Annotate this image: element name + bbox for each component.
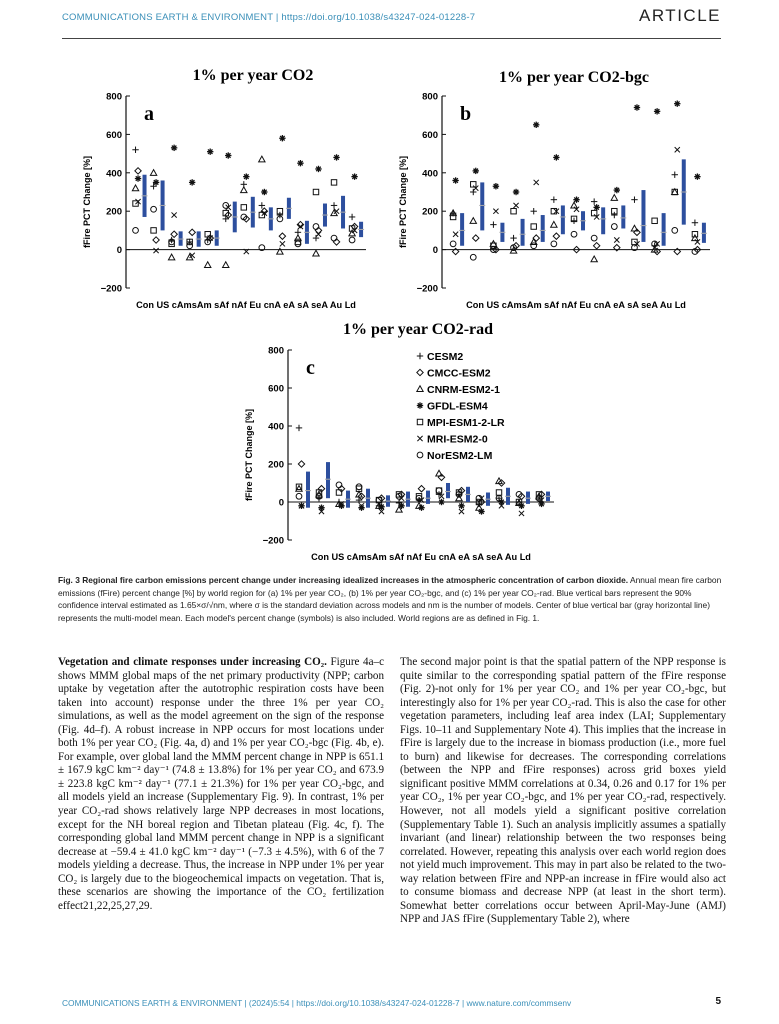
legend-marker	[417, 402, 423, 408]
y-tick-label: 800	[106, 91, 122, 103]
data-point	[153, 237, 159, 243]
data-point	[470, 254, 476, 260]
legend-marker	[417, 353, 423, 359]
data-point	[132, 185, 138, 191]
y-tick-label: −200	[416, 283, 438, 295]
data-point	[611, 195, 617, 201]
data-point	[241, 205, 246, 210]
data-point	[135, 175, 141, 181]
data-point	[279, 135, 285, 141]
data-point	[279, 233, 285, 239]
ci-bar	[326, 462, 330, 498]
data-point	[331, 202, 337, 208]
data-point	[153, 179, 159, 185]
data-point	[296, 425, 302, 431]
data-point	[150, 170, 156, 176]
region-tick-labels: Con US cAmsAm sAf nAf Eu cnA eA sA seA Au Ld	[466, 300, 686, 310]
data-point	[591, 198, 597, 204]
ci-bar	[446, 483, 450, 498]
data-point	[418, 505, 424, 511]
figure-caption	[58, 574, 723, 624]
data-point	[493, 209, 498, 214]
data-point	[349, 214, 355, 220]
data-point	[436, 470, 442, 476]
ci-bar	[426, 491, 430, 504]
data-point	[398, 503, 404, 509]
data-point	[171, 231, 177, 237]
section-heading: Vegetation and climate responses under increasing CO₂.	[58, 656, 327, 668]
data-point	[313, 235, 319, 241]
data-point	[513, 189, 519, 195]
article-type: ARTICLE	[639, 6, 721, 25]
data-point	[672, 172, 678, 178]
y-tick-label: 600	[422, 129, 438, 141]
y-tick-label: 0	[432, 245, 438, 257]
data-point	[470, 218, 476, 224]
data-point	[261, 189, 267, 195]
data-point	[280, 241, 285, 246]
data-point	[511, 208, 516, 213]
header-rule	[62, 38, 721, 39]
region-tick-labels: Con US cAmsAm sAf nAf Eu cnA eA sA seA Au Ld	[136, 300, 356, 310]
data-point	[493, 183, 499, 189]
legend-label: MRI-ESM2-0	[427, 433, 488, 446]
data-point	[336, 490, 341, 495]
data-point	[473, 168, 479, 174]
data-point	[533, 235, 539, 241]
data-point	[634, 104, 640, 110]
data-point	[259, 156, 265, 162]
legend-marker	[417, 419, 422, 424]
data-point	[418, 486, 424, 492]
y-tick-label: 0	[116, 245, 122, 257]
data-point	[452, 177, 458, 183]
data-point	[225, 152, 231, 158]
data-point	[675, 147, 680, 152]
data-point	[349, 237, 355, 243]
chart-title: 1% per year CO2-rad	[342, 321, 494, 338]
data-point	[189, 179, 195, 185]
data-point	[490, 221, 496, 227]
data-point	[316, 232, 321, 237]
data-point	[356, 484, 362, 490]
data-point	[496, 490, 501, 495]
ci-bar	[460, 213, 464, 246]
data-point	[205, 262, 211, 268]
page-header	[62, 6, 721, 36]
y-tick-label: 0	[278, 497, 284, 509]
ci-bar	[662, 213, 666, 246]
data-point	[171, 145, 177, 151]
data-point	[631, 225, 637, 231]
caption-label: Fig. 3 Regional fire carbon emissions percent change under increasing idealized increases in the atmospheric concentration of carbon dioxide.	[58, 575, 629, 585]
legend-label: MPI-ESM1-2-LR	[427, 417, 505, 429]
data-point	[298, 461, 304, 467]
data-point	[654, 108, 660, 114]
data-point	[132, 147, 138, 153]
data-point	[513, 203, 518, 208]
legend-marker	[417, 452, 423, 458]
data-point	[510, 235, 516, 241]
data-point	[438, 499, 444, 505]
data-point	[531, 208, 537, 214]
ci-bar	[480, 182, 484, 230]
data-point	[551, 196, 557, 202]
data-point	[297, 160, 303, 166]
data-point	[531, 224, 536, 229]
data-point	[189, 229, 195, 235]
legend-label: CNRM-ESM2-1	[427, 384, 500, 396]
data-point	[295, 241, 301, 247]
y-tick-label: 800	[422, 91, 438, 103]
data-point	[296, 493, 302, 499]
panel-letter: c	[306, 357, 315, 379]
data-point	[223, 262, 229, 268]
data-point	[551, 221, 557, 227]
data-point	[593, 204, 599, 210]
y-tick-label: 200	[106, 206, 122, 218]
body-column-left	[58, 656, 384, 913]
region-tick-labels: Con US cAmsAm sAf nAf Eu cnA eA sA seA Au Ld	[311, 552, 531, 562]
data-point	[133, 228, 139, 234]
journal-header: COMMUNICATIONS EARTH & ENVIRONMENT | https://doi.org/10.1038/s43247-024-01228-7	[62, 12, 476, 23]
legend-label: GFDL-ESM4	[427, 400, 488, 413]
data-point	[631, 196, 637, 202]
chart-panel-a	[58, 62, 378, 324]
data-point	[459, 509, 464, 514]
data-point	[453, 232, 458, 237]
data-point	[333, 154, 339, 160]
y-tick-label: 400	[268, 421, 284, 433]
data-point	[470, 189, 476, 195]
page-number: 5	[715, 996, 721, 1007]
data-point	[694, 173, 700, 179]
data-point	[533, 122, 539, 128]
data-point	[151, 206, 157, 212]
data-point	[591, 256, 597, 262]
data-point	[553, 233, 559, 239]
data-point	[551, 241, 557, 247]
data-point	[652, 218, 657, 223]
legend-label: CMCC-ESM2	[427, 367, 491, 380]
data-point	[674, 100, 680, 106]
y-tick-label: 400	[106, 168, 122, 180]
data-point	[614, 237, 619, 242]
panel-letter: a	[144, 103, 154, 125]
legend-label: NorESM2-LM	[427, 450, 493, 462]
data-point	[473, 235, 479, 241]
legend-marker	[417, 436, 422, 441]
data-point	[351, 173, 357, 179]
data-point	[614, 187, 620, 193]
data-point	[313, 189, 318, 194]
data-point	[315, 166, 321, 172]
legend-label: CESM2	[427, 351, 464, 363]
chart-panel-b	[376, 62, 721, 324]
data-point	[531, 243, 537, 249]
data-point	[593, 243, 599, 249]
panel-letter: b	[460, 103, 472, 125]
data-point	[534, 180, 539, 185]
data-point	[313, 250, 319, 256]
y-tick-label: −200	[262, 535, 284, 547]
chart-panel-c	[228, 316, 558, 570]
data-point	[223, 216, 229, 222]
y-tick-label: −200	[100, 283, 122, 295]
ci-bar	[601, 207, 605, 234]
data-point	[135, 168, 141, 174]
body-text-left: Figure 4a–c shows MMM global maps of the net primary productivity (NPP; carbon uptake by vegetation after the autotrophic respiration costs have been taken into account) response under the three 1% per year CO₂ simulations, as well as the model agreement on the sign of the response (Fig. 4d–f). A robust increase in NPP occurs for most locations under both 1% per year CO₂ (Fig. 4a, d) and 1% per year CO₂-bgc (Fig. 4b, e). For example, over global land the MMM percent change in NPP is 651.1 ± 167.9 kgC km⁻² day⁻¹ (74.8 ± 13.8%) for 1% per year CO₂ and 673.9 ± 223.8 kgC km⁻² day⁻¹ (77.1 ± 21.3%) for 1% per year CO₂-bgc, and all models yield an increase (Supplementary Fig. 9). In contrast, 1% per year CO₂-rad shows relatively large NPP decreases in most locations, except for the NH boreal region and Tibetan plateau (Fig. 4c, f). The corresponding global land MMM percent change in NPP is a significant decrease at −59.4 ± 41.0 kgC km⁻² day⁻¹ (−7.3 ± 4.5%), with 6 of the 7 models yielding a decrease. Thus, the increase in NPP under 1% per year CO₂ is largely due to the biogeochemical impacts on vegetation. That is, these scenarios are showing the importance of the CO₂ fertilization effect21,22,25,27,29.	[58, 656, 385, 912]
y-tick-label: 800	[268, 345, 284, 357]
data-point	[478, 508, 484, 514]
ci-bar	[641, 190, 645, 242]
ci-bar	[541, 215, 545, 242]
y-axis-label: fFire PCT Change [%]	[82, 155, 92, 249]
data-point	[519, 511, 524, 516]
data-point	[450, 241, 456, 247]
y-tick-label: 600	[106, 129, 122, 141]
body-text-right: The second major point is that the spatial pattern of the NPP response is quite similar to the corresponding spatial pattern of the fFire response (Fig. 2)-not only for 1% per year CO₂ and 1% per year CO₂-bgc, but interestingly also for 1% per year CO₂-rad. This is also the case for other vegetation parameters, including leaf area index (LAI; Supplementary Figs. 10–11 and Supplementary Note 4). This implies that the increase in fFire is largely due to the increase in biomass production (i.e., more fuel to burn) and likewise for decreases. The corresponding correlations (between the NPP and fFire responses) across grid boxes yield significant positive MMM correlations at 0.34, 0.26 and 0.17 for 1% per year CO₂, 1% per year CO₂-bgc, and 1% per year CO₂-rad, respectively. However, not all models yield a significant positive correlation (Supplementary Table 1). Such an analysis implicitly assumes a spatially invariant (and linear) relationship between the two responses being correlated. However, repeating this analysis over each world region does not yield much improvement. This may in part also be related to the two-way relation between fFire and NPP-an increase in fFire would also act to consume biomass and decrease NPP (at least in the short term). Somewhat better correlations occur between April-May-June (AMJ) NPP and JAS fFire (Supplementary Table 2), where	[400, 656, 726, 926]
data-point	[672, 228, 678, 234]
data-point	[207, 148, 213, 154]
ci-bar	[621, 205, 625, 228]
data-point	[313, 224, 319, 230]
data-point	[153, 248, 158, 253]
chart-title: 1% per year CO2	[192, 67, 314, 84]
data-point	[611, 224, 617, 230]
data-point	[571, 231, 577, 237]
legend-marker	[417, 386, 423, 392]
data-point	[553, 154, 559, 160]
y-axis-label: fFire PCT Change [%]	[398, 155, 408, 249]
data-point	[336, 482, 342, 488]
data-point	[591, 235, 597, 241]
data-point	[243, 173, 249, 179]
data-point	[172, 212, 177, 217]
y-tick-label: 600	[268, 383, 284, 395]
caption-body: Annual mean fire carbon emissions (fFire) percent change [%] by world region for (a) 1% per year CO₂, (b) 1% per year CO₂-bgc, and (c) 1% per year CO₂-rad. Blue vertical bars represent the 90% confidence interval estimated as 1.65×σ/√nm, where σ is the standard deviation across models and nm is the number of models. Center of blue vertical bar (gray horizontal line) represents the multi-model mean. Each model's percent change (symbols) is also included. World regions are as defined in Fig. 1.	[58, 575, 722, 623]
data-point	[458, 503, 464, 509]
y-tick-label: 200	[422, 206, 438, 218]
ci-bar	[306, 472, 310, 508]
ci-bar	[561, 205, 565, 234]
data-point	[331, 180, 336, 185]
data-point	[168, 254, 174, 260]
y-axis-label: fFire PCT Change [%]	[244, 408, 254, 502]
data-point	[331, 235, 337, 241]
data-point	[151, 228, 156, 233]
page-footer: COMMUNICATIONS EARTH & ENVIRONMENT | (2024)5:54 | https://doi.org/10.1038/s43247-024-01228-7 | www.nature.com/commsenv	[62, 998, 572, 1008]
data-point	[241, 187, 247, 193]
ci-bar	[521, 219, 525, 246]
y-tick-label: 400	[422, 168, 438, 180]
chart-title: 1% per year CO2-bgc	[498, 69, 650, 86]
body-column-right	[400, 656, 726, 927]
y-tick-label: 200	[268, 459, 284, 471]
legend-marker	[417, 369, 423, 375]
data-point	[573, 196, 579, 202]
data-point	[692, 220, 698, 226]
